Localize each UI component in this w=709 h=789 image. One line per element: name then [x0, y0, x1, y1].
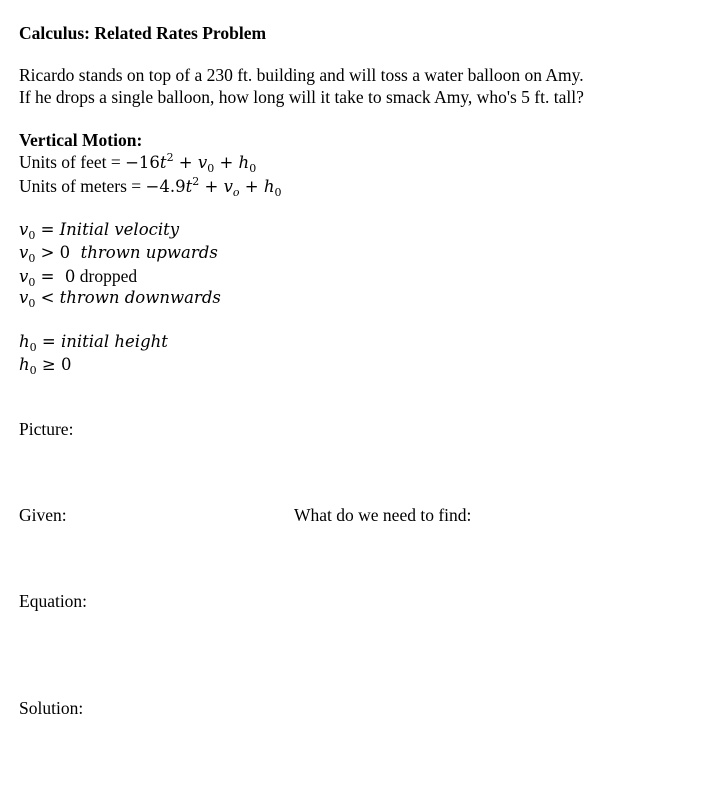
find-label: What do we need to find: — [294, 505, 472, 525]
page-title: Calculus: Related Rates Problem — [19, 23, 267, 43]
feet-formula: $-16t^2 + v_0 + h_0$ — [125, 151, 257, 175]
velocity-definition-text: Initial velocity — [59, 220, 180, 239]
feet-coefficient: −16 — [125, 153, 160, 172]
given-label: Given: — [19, 505, 67, 525]
problem-line-2: If he drops a single balloon, how long will it take to smack Amy, who's 5 ft. tall? — [19, 87, 584, 107]
velocity-downwards-text: thrown downwards — [59, 288, 221, 307]
equation-label: Equation: — [19, 591, 88, 611]
height-definition-text: initial height — [60, 332, 168, 351]
problem-line-1: Ricardo stands on top of a 230 ft. building and will toss a water balloon on Amy. — [19, 65, 584, 85]
velocity-dropped-text: dropped — [79, 266, 138, 286]
height-definition: $h_0$ = initial height — [19, 332, 168, 354]
meters-label: Units of meters = — [19, 176, 146, 196]
velocity-definition: $v_0$ = Initial velocity — [19, 220, 180, 242]
velocity-upwards: $v_0 > 0$ thrown upwards — [19, 243, 218, 265]
vertical-motion-heading: Vertical Motion: — [19, 130, 143, 150]
velocity-downwards: $v_0$ < thrown downwards — [19, 288, 221, 310]
meters-formula: $-4.9t^2 + v_o + h_0$ — [145, 175, 282, 199]
velocity-dropped: $v_0 = 0$ dropped — [19, 266, 138, 289]
height-constraint: $h_0 \ge 0$ — [19, 355, 72, 377]
feet-label: Units of feet = — [19, 152, 126, 172]
feet-equation — [19, 151, 256, 174]
picture-label: Picture: — [19, 419, 74, 439]
velocity-upwards-text: thrown upwards — [80, 243, 218, 262]
solution-label: Solution: — [19, 698, 84, 718]
meters-coefficient: −4.9 — [145, 177, 186, 196]
meters-equation — [19, 175, 282, 198]
